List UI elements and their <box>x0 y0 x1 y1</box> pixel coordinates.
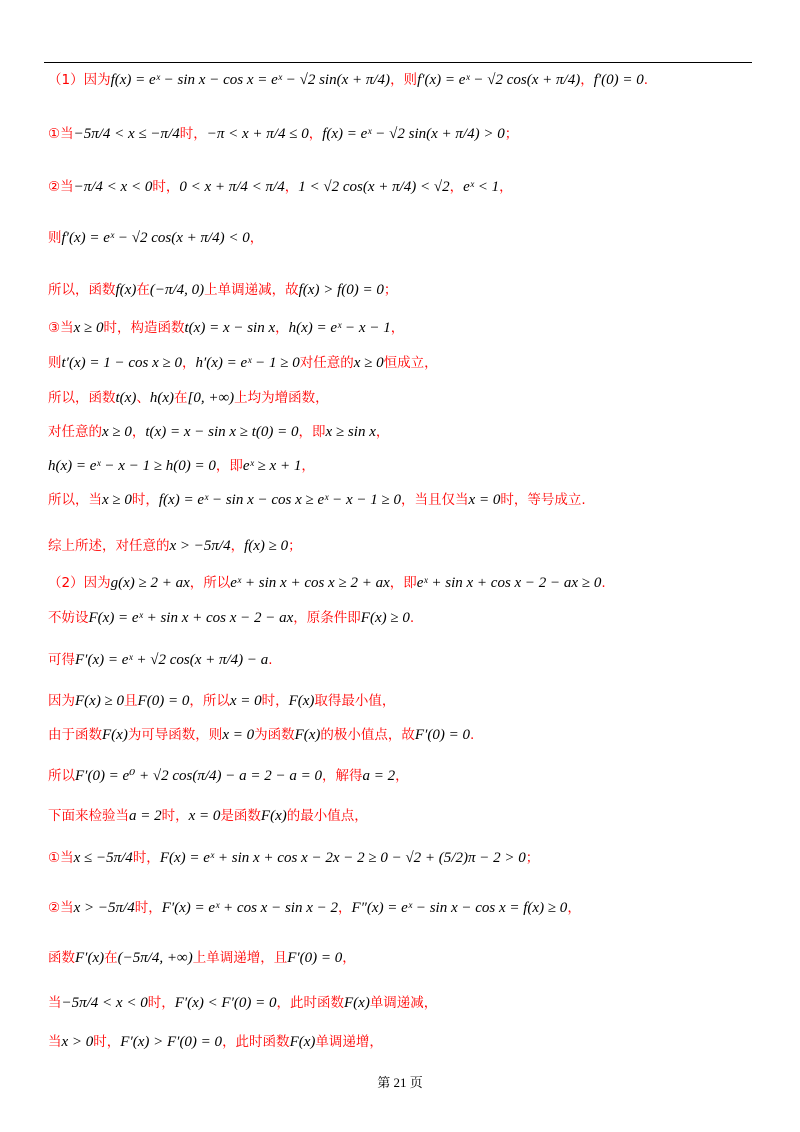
text-run: ， <box>395 768 409 784</box>
math-expression: F′(0) = e⁰ + √2 cos(π/4) − a = 2 − a = 0 <box>75 768 322 784</box>
math-expression: F(0) = 0 <box>137 693 190 709</box>
math-expression: F″(x) = eˣ − sin x − cos x = f(x) ≥ 0 <box>351 900 568 916</box>
math-expression: F(x) <box>344 995 370 1011</box>
line-15 <box>48 650 273 670</box>
line-1 <box>48 70 648 90</box>
text-run: ， <box>580 72 594 88</box>
text-run: ，即 <box>389 575 417 591</box>
text-run: 对任意的 <box>48 424 102 440</box>
math-expression: x ≥ 0 <box>102 424 132 440</box>
text-run: 时， <box>179 126 207 142</box>
math-expression: x > 0 <box>61 1034 94 1050</box>
math-expression: f(x) = eˣ − sin x − cos x ≥ eˣ − x − 1 ≥ 0 <box>158 492 402 508</box>
math-expression: (−π/4, 0) <box>149 282 205 298</box>
text-run: ， <box>308 126 323 142</box>
text-run: 时， <box>132 850 160 866</box>
text-run: 单调递增， <box>315 1034 383 1050</box>
text-run: （2）因为 <box>48 575 111 591</box>
math-expression: F′(0) = 0 <box>287 950 343 966</box>
text-run: . <box>409 610 415 626</box>
text-run: 时， <box>147 995 175 1011</box>
math-expression: a = 2 <box>129 808 162 824</box>
text-run: 时， <box>131 492 159 508</box>
line-22 <box>48 948 356 968</box>
text-run: ，解得 <box>322 768 363 784</box>
text-run: 可得 <box>48 652 75 668</box>
math-expression: F(x) ≥ 0 <box>75 693 125 709</box>
text-run: ，即 <box>298 424 326 440</box>
math-expression: x ≥ sin x <box>325 424 376 440</box>
text-run: ； <box>383 282 398 298</box>
math-expression: F′(x) > F′(0) = 0 <box>120 1034 223 1050</box>
text-run: 时， <box>261 693 289 709</box>
line-24 <box>48 1032 383 1052</box>
math-expression: −5π/4 < x < 0 <box>61 995 148 1011</box>
text-run: 由于函数 <box>48 727 102 743</box>
line-3 <box>48 177 513 197</box>
math-expression: h(x) = eˣ − x − 1 <box>288 320 391 336</box>
math-expression: [0, +∞) <box>187 390 235 406</box>
math-expression: h(x) = eˣ − x − 1 ≥ h(0) = 0 <box>48 458 216 474</box>
line-6 <box>48 318 404 338</box>
text-run: ，所以 <box>189 693 230 709</box>
text-run: ， <box>181 355 196 371</box>
text-run: ， <box>375 424 390 440</box>
text-run: ， <box>499 179 513 195</box>
text-run: ， <box>249 230 264 246</box>
text-run: 对任意的 <box>299 355 354 371</box>
text-run: . <box>469 727 475 743</box>
math-expression: t(x) <box>115 390 137 406</box>
text-run: ， <box>230 538 245 554</box>
text-run: 时，构造函数 <box>103 320 185 336</box>
math-expression: x ≥ 0 <box>73 320 104 336</box>
text-run: ，即 <box>215 458 243 474</box>
line-10 <box>48 456 315 476</box>
text-run: 的最小值点， <box>286 808 368 824</box>
line-12 <box>48 536 302 556</box>
text-run: 下面来检验当 <box>48 808 129 824</box>
text-run: ； <box>525 850 540 866</box>
text-run: ，原条件即 <box>293 610 361 626</box>
math-expression: t′(x) = 1 − cos x ≥ 0 <box>61 355 182 371</box>
text-run: 当 <box>48 995 62 1011</box>
text-run: 则 <box>48 355 62 371</box>
text-run: 在 <box>173 390 188 406</box>
line-17 <box>48 725 474 745</box>
line-8 <box>48 388 329 408</box>
text-run: 综上所述，对任意的 <box>48 538 170 554</box>
text-run: ， <box>449 179 464 195</box>
math-expression: x > −5π/4 <box>169 538 231 554</box>
text-run: 上单调递增，且 <box>192 950 288 966</box>
top-rule <box>44 62 752 63</box>
line-21 <box>48 898 581 918</box>
text-run: ； <box>288 538 302 554</box>
math-expression: x ≤ −5π/4 <box>73 850 133 866</box>
math-expression: g(x) ≥ 2 + ax <box>110 575 190 591</box>
line-20 <box>48 848 539 868</box>
math-expression: eˣ ≥ x + 1 <box>242 458 302 474</box>
math-expression: F(x) <box>294 727 321 743</box>
line-16 <box>48 691 395 711</box>
line-14 <box>48 608 414 628</box>
text-run: 不妨设 <box>48 610 89 626</box>
text-run: ， <box>390 320 405 336</box>
text-run: ③当 <box>48 320 74 336</box>
math-expression: F(x) = eˣ + sin x + cos x − 2 − ax <box>88 610 294 626</box>
text-run: 上单调递减，故 <box>204 282 299 298</box>
math-expression: x = 0 <box>222 727 255 743</box>
math-expression: F(x) = eˣ + sin x + cos x − 2x − 2 ≥ 0 − √2 + (5/2)π − 2 > 0 <box>159 850 526 866</box>
math-expression: F′(x) <box>75 950 105 966</box>
math-expression: x = 0 <box>229 693 262 709</box>
text-run: ， <box>567 900 581 916</box>
text-run: ， <box>131 424 146 440</box>
text-run: ， <box>342 950 356 966</box>
text-run: 所以 <box>48 768 75 784</box>
text-run: 函数 <box>48 950 75 966</box>
text-run: ，所以 <box>189 575 231 591</box>
text-run: 恒成立， <box>383 355 438 371</box>
text-run: 为函数 <box>254 727 295 743</box>
text-run: 是函数 <box>220 808 261 824</box>
text-run: ①当 <box>48 850 74 866</box>
text-run: ①当 <box>48 126 74 142</box>
text-run: 、 <box>136 390 150 406</box>
math-expression: x ≥ 0 <box>353 355 384 371</box>
text-run: 上均为增函数， <box>234 390 329 406</box>
text-run: 取得最小值， <box>314 693 396 709</box>
text-run: ，则 <box>390 72 418 88</box>
line-19 <box>48 806 368 826</box>
math-expression: F′(x) = eˣ + cos x − sin x − 2 <box>161 900 338 916</box>
math-expression: f(x) = eˣ − √2 sin(x + π/4) > 0 <box>322 126 505 142</box>
text-run: ； <box>504 126 519 142</box>
math-expression: F′(x) < F′(0) = 0 <box>174 995 277 1011</box>
text-run: . <box>601 575 606 591</box>
text-run: 为可导函数，则 <box>127 727 223 743</box>
text-run: 单调递减， <box>369 995 438 1011</box>
math-expression: h′(x) = eˣ − 1 ≥ 0 <box>195 355 300 371</box>
math-expression: F(x) <box>289 1034 316 1050</box>
math-expression: x ≥ 0 <box>102 492 132 508</box>
line-7 <box>48 353 438 373</box>
text-run: . <box>643 72 649 88</box>
line-11 <box>48 490 586 510</box>
math-expression: 1 < √2 cos(x + π/4) < √2 <box>298 179 450 195</box>
math-expression: eˣ < 1 <box>463 179 500 195</box>
text-run: ，此时函数 <box>222 1034 290 1050</box>
math-expression: F(x) <box>288 693 315 709</box>
math-expression: F′(0) = 0 <box>414 727 470 743</box>
text-run: 时， <box>93 1034 121 1050</box>
text-run: 所以，函数 <box>48 282 116 298</box>
text-run: 时， <box>152 179 180 195</box>
text-run: 所以，当 <box>48 492 102 508</box>
math-expression: f′(0) = 0 <box>593 72 644 88</box>
text-run: ， <box>301 458 315 474</box>
math-expression: f(x) > f(0) = 0 <box>298 282 384 298</box>
text-run: ②当 <box>48 179 74 195</box>
text-run: 且 <box>124 693 138 709</box>
math-expression: a = 2 <box>362 768 396 784</box>
line-18 <box>48 766 409 786</box>
line-4 <box>48 228 263 248</box>
text-run: . <box>268 652 273 668</box>
text-run: 在 <box>104 950 118 966</box>
text-run: 时， <box>161 808 189 824</box>
text-run: （1）因为 <box>48 72 111 88</box>
math-expression: f′(x) = eˣ − √2 cos(x + π/4) < 0 <box>61 230 250 246</box>
text-run: 的极小值点，故 <box>320 727 415 743</box>
math-expression: F(x) <box>102 727 128 743</box>
text-run: ②当 <box>48 900 74 916</box>
math-expression: −π < x + π/4 ≤ 0 <box>206 126 309 142</box>
line-13 <box>48 573 606 593</box>
math-expression: F(x) ≥ 0 <box>360 610 410 626</box>
math-expression: t(x) = x − sin x <box>184 320 276 336</box>
math-expression: 0 < x + π/4 < π/4 <box>179 179 285 195</box>
math-expression: (−5π/4, +∞) <box>117 950 193 966</box>
math-expression: f(x) = eˣ − sin x − cos x = eˣ − √2 sin(x + π/4) <box>110 72 391 88</box>
math-expression: t(x) = x − sin x ≥ t(0) = 0 <box>145 424 299 440</box>
text-run: ， <box>284 179 299 195</box>
page-number: 第 21 页 <box>377 1075 423 1090</box>
text-run: ， <box>338 900 352 916</box>
math-expression: F(x) <box>260 808 287 824</box>
math-expression: x = 0 <box>188 808 221 824</box>
text-run: 时， <box>134 900 162 916</box>
text-run: 在 <box>136 282 150 298</box>
math-expression: f(x) ≥ 0 <box>244 538 289 554</box>
math-expression: eˣ + sin x + cos x − 2 − ax ≥ 0 <box>416 575 602 591</box>
math-expression: F′(x) = eˣ + √2 cos(x + π/4) − a <box>75 652 269 668</box>
line-23 <box>48 993 437 1013</box>
text-run: ，当且仅当 <box>401 492 469 508</box>
text-run: 所以，函数 <box>48 390 116 406</box>
math-expression: h(x) <box>149 390 174 406</box>
text-run: ，此时函数 <box>276 995 344 1011</box>
math-expression: x > −5π/4 <box>73 900 135 916</box>
line-9 <box>48 422 389 442</box>
math-expression: −5π/4 < x ≤ −π/4 <box>73 126 180 142</box>
line-5 <box>48 280 397 300</box>
text-run: 因为 <box>48 693 75 709</box>
math-expression: f(x) <box>115 282 137 298</box>
line-2 <box>48 124 518 144</box>
math-expression: −π/4 < x < 0 <box>73 179 153 195</box>
math-expression: eˣ + sin x + cos x ≥ 2 + ax <box>230 575 390 591</box>
math-expression: f′(x) = eˣ − √2 cos(x + π/4) <box>417 72 581 88</box>
text-run: 则 <box>48 230 62 246</box>
math-expression: x = 0 <box>468 492 501 508</box>
text-run: 时，等号成立. <box>500 492 586 508</box>
text-run: ， <box>275 320 289 336</box>
text-run: 当 <box>48 1034 62 1050</box>
